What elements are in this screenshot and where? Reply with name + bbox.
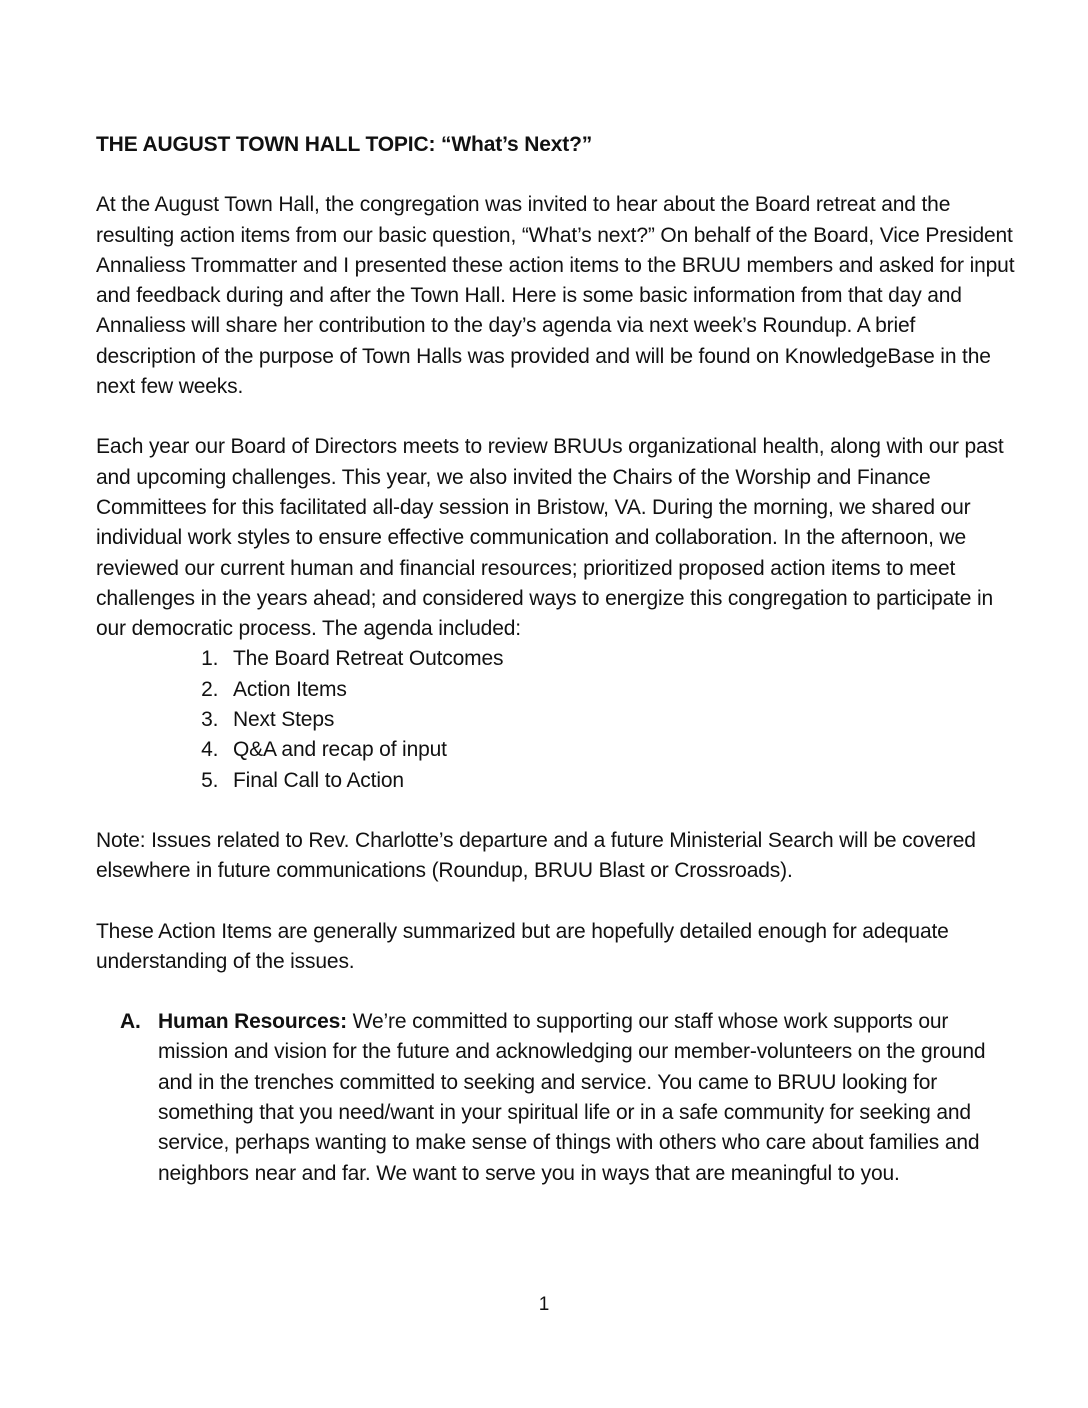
paragraph-retreat: Each year our Board of Directors meets to review BRUUs organizational health, along with our past and upcoming challenges. This year, we also invited the Chairs of the Worship and Finance Committees for this facilitated all-day session in Bristow, VA. During the morning, we shared our individual work styles to ensure effective communication and collaboration. In the afternoon, we reviewed our current human and financial resources; prioritized proposed action items to meet challenges in the years ahead; and considered ways to energize this congregation to participate in our democratic process. The agenda included: [96, 435, 1004, 641]
section-human-resources [96, 1007, 1016, 1189]
paragraph-action-items: These Action Items are generally summarized but are hopefully detailed enough for adequate understanding of the issues. [96, 919, 949, 973]
paragraph-intro: At the August Town Hall, the congregation was invited to hear about the Board retreat and the resulting action items from our basic question, “What’s next?” On behalf of the Board, Vice President Annaliess Trommatter and I presented these action items to the BRUU members and asked for input and feedback during and after the Town Hall. Here is some basic information from that day and Annaliess will share her contribution to the day’s agenda via next week’s Roundup. A brief description of the purpose of Town Halls was provided and will be found on KnowledgeBase in the next few weeks. [96, 193, 1015, 399]
section-letter: A. [120, 1010, 141, 1034]
agenda-item: 3. Next Steps [224, 705, 1016, 735]
paragraph-note: Note: Issues related to Rev. Charlotte’s departure and a future Ministerial Search will be covered elsewhere in future communications (Roundup, BRUU Blast or Crossroads). [96, 828, 976, 883]
section-text: We’re committed to supporting our staff whose work supports our mission and vision for the future and acknowledging our member-volunteers on the ground and in the trenches committed to seeking and service. You came to BRUU looking for something that you need/want in your spiritual life or in a safe community for seeking and service, perhaps wanting to make sense of things with others who care about families and neighbors near and far. We want to serve you in ways that are meaningful to you. [158, 1010, 986, 1185]
agenda-item: 5. Final Call to Action [224, 766, 1016, 796]
document-title: THE AUGUST TOWN HALL TOPIC: “What’s Next?” [96, 133, 593, 156]
page-number: 1 [538, 1294, 550, 1315]
section-heading: Human Resources: [158, 1010, 347, 1034]
agenda-item: 2. Action Items [224, 675, 1016, 705]
agenda-list [96, 644, 1016, 795]
agenda-item: 1. The Board Retreat Outcomes [224, 644, 1016, 674]
agenda-item: 4. Q&A and recap of input [224, 735, 1016, 765]
document-body [96, 130, 1016, 1189]
